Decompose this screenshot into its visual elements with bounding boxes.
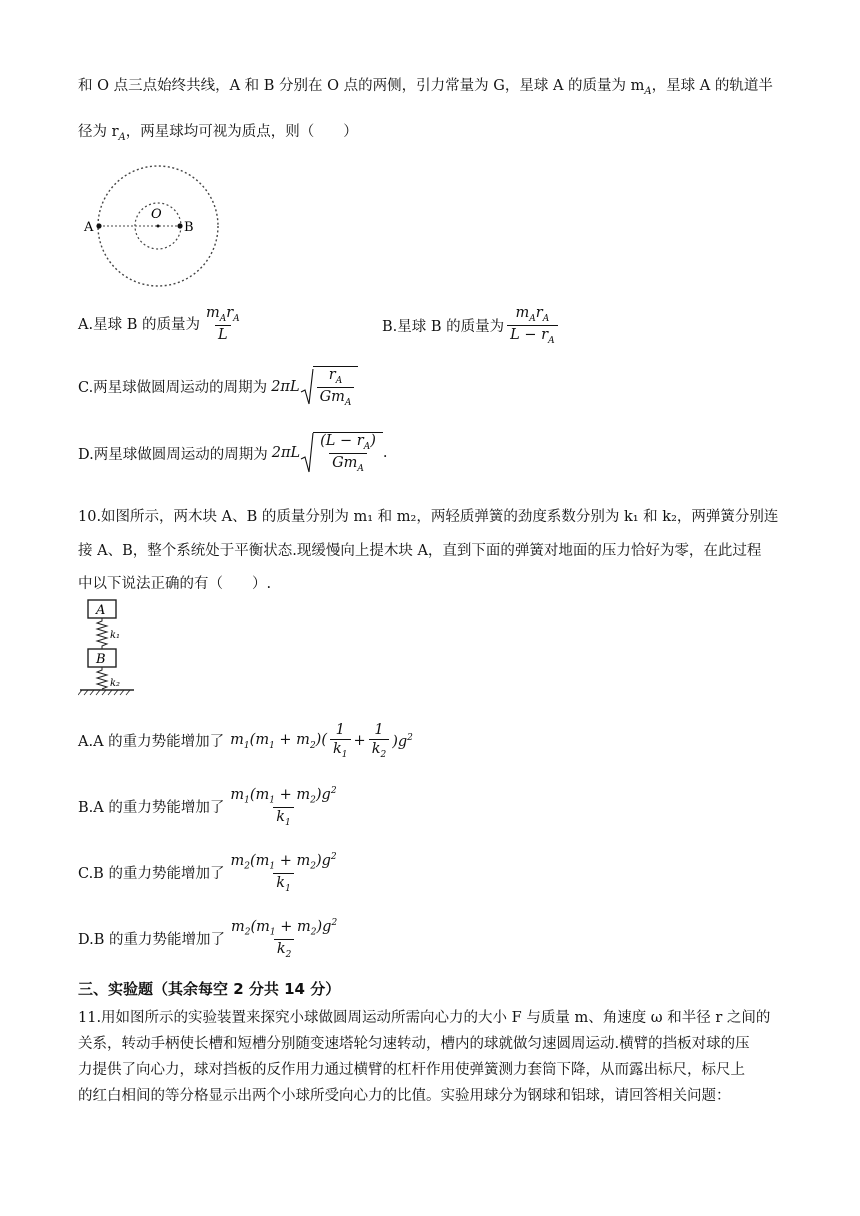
label-a: A (84, 220, 94, 235)
q11-text-line2: 关系，转动手柄使长槽和短槽分别随变速塔轮匀速转动，槽内的球就做匀速圆周运动.横臂的挡板对球的压 (78, 1036, 750, 1052)
q10-option-d-fraction: $\frac{m_2(m_1 + m_2)g^2}{k_2}$ (230, 918, 338, 960)
q10-option-a[interactable]: A.A 的重力势能增加了 $m_1(m_1 + m_2)$( $\frac{1}{k_1}$ + $\frac{1}{k_2}$ )$g^2$ (78, 722, 413, 760)
section-heading: 三、实验题（其余每空 2 分共 14 分） (78, 980, 341, 998)
q9-option-a-fraction: $\frac{m_Ar_A}{L}$ (205, 305, 240, 343)
binary-star-figure (76, 160, 236, 290)
q11-text-line4: 的红白相间的等分格显示出两个小球所受向心力的比值。实验用球分为钢球和铝球，请回答相关问题： (78, 1088, 731, 1104)
q9-text-line1: 和 O 点三点始终共线，A 和 B 分别在 O 点的两侧，引力常量为 G，星球 A 的质量为 $m_A$，星球 A 的轨道半 (78, 78, 773, 97)
q9-option-d[interactable]: D.两星球做圆周运动的周期为 2πL $\frac{(L - r_A)}{Gm_A}$ . (78, 433, 388, 474)
q10-option-c[interactable]: C.B 的重力势能增加了 $\frac{m_2(m_1 + m_2)g^2}{k_1}$ (78, 852, 343, 894)
spring-k2 (97, 667, 107, 689)
q11-text-line3: 力提供了向心力，球对挡板的反作用力通过横臂的杠杆作用使弹簧测力套筒下降，从而露出标尺，标尺上 (78, 1062, 745, 1078)
q9-option-c-sqrt: $\frac{r_A}{Gm_A}$ (300, 366, 359, 408)
q10-option-b-fraction: $\frac{m_1(m_1 + m_2)g^2}{k_1}$ (230, 786, 337, 828)
q9-option-d-sqrt: $\frac{(L - r_A)}{Gm_A}$ (300, 432, 383, 474)
q10-text-line1: 10.如图所示，两木块 A、B 的质量分别为 m₁ 和 m₂，两轻质弹簧的劲度系数分别为 k₁ 和 k₂，两弹簧分别连 (78, 509, 779, 525)
label-o: O (151, 207, 162, 222)
svg-text:A: A (96, 603, 106, 618)
spring-k1 (97, 618, 107, 649)
svg-text:k₂: k₂ (110, 678, 121, 689)
svg-text:B: B (96, 652, 106, 667)
q10-text-line3: 中以下说法正确的有（ ）. (78, 576, 272, 592)
spring-blocks-figure (78, 598, 138, 698)
q9-option-b[interactable]: B.星球 B 的质量为 $\frac{m_Ar_A}{L - r_A}$ (382, 305, 561, 346)
q9-option-a[interactable]: A.星球 B 的质量为 $\frac{m_Ar_A}{L}$ (78, 305, 246, 343)
label-b: B (184, 220, 194, 235)
svg-text:k₁: k₁ (110, 630, 121, 641)
q10-option-c-fraction: $\frac{m_2(m_1 + m_2)g^2}{k_1}$ (230, 852, 337, 894)
q11-text-line1: 11.用如图所示的实验装置来探究小球做圆周运动所需向心力的大小 F 与质量 m、角速度 ω 和半径 r 之间的 (78, 1010, 771, 1026)
q9-option-b-fraction: $\frac{m_Ar_A}{L - r_A}$ (507, 305, 557, 346)
q9-text-line2: 径为 $r_A$，两星球均可视为质点，则（ ） (78, 124, 358, 143)
q10-option-d[interactable]: D.B 的重力势能增加了 $\frac{m_2(m_1 + m_2)g^2}{k_2}$ (78, 918, 343, 960)
q10-text-line2: 接 A、B，整个系统处于平衡状态.现缓慢向上提木块 A，直到下面的弹簧对地面的压力恰好为零，在此过程 (78, 543, 762, 559)
q10-option-b[interactable]: B.A 的重力势能增加了 $\frac{m_1(m_1 + m_2)g^2}{k_1}$ (78, 786, 343, 828)
q9-option-c[interactable]: C.两星球做圆周运动的周期为 2πL $\frac{r_A}{Gm_A}$ (78, 366, 358, 408)
